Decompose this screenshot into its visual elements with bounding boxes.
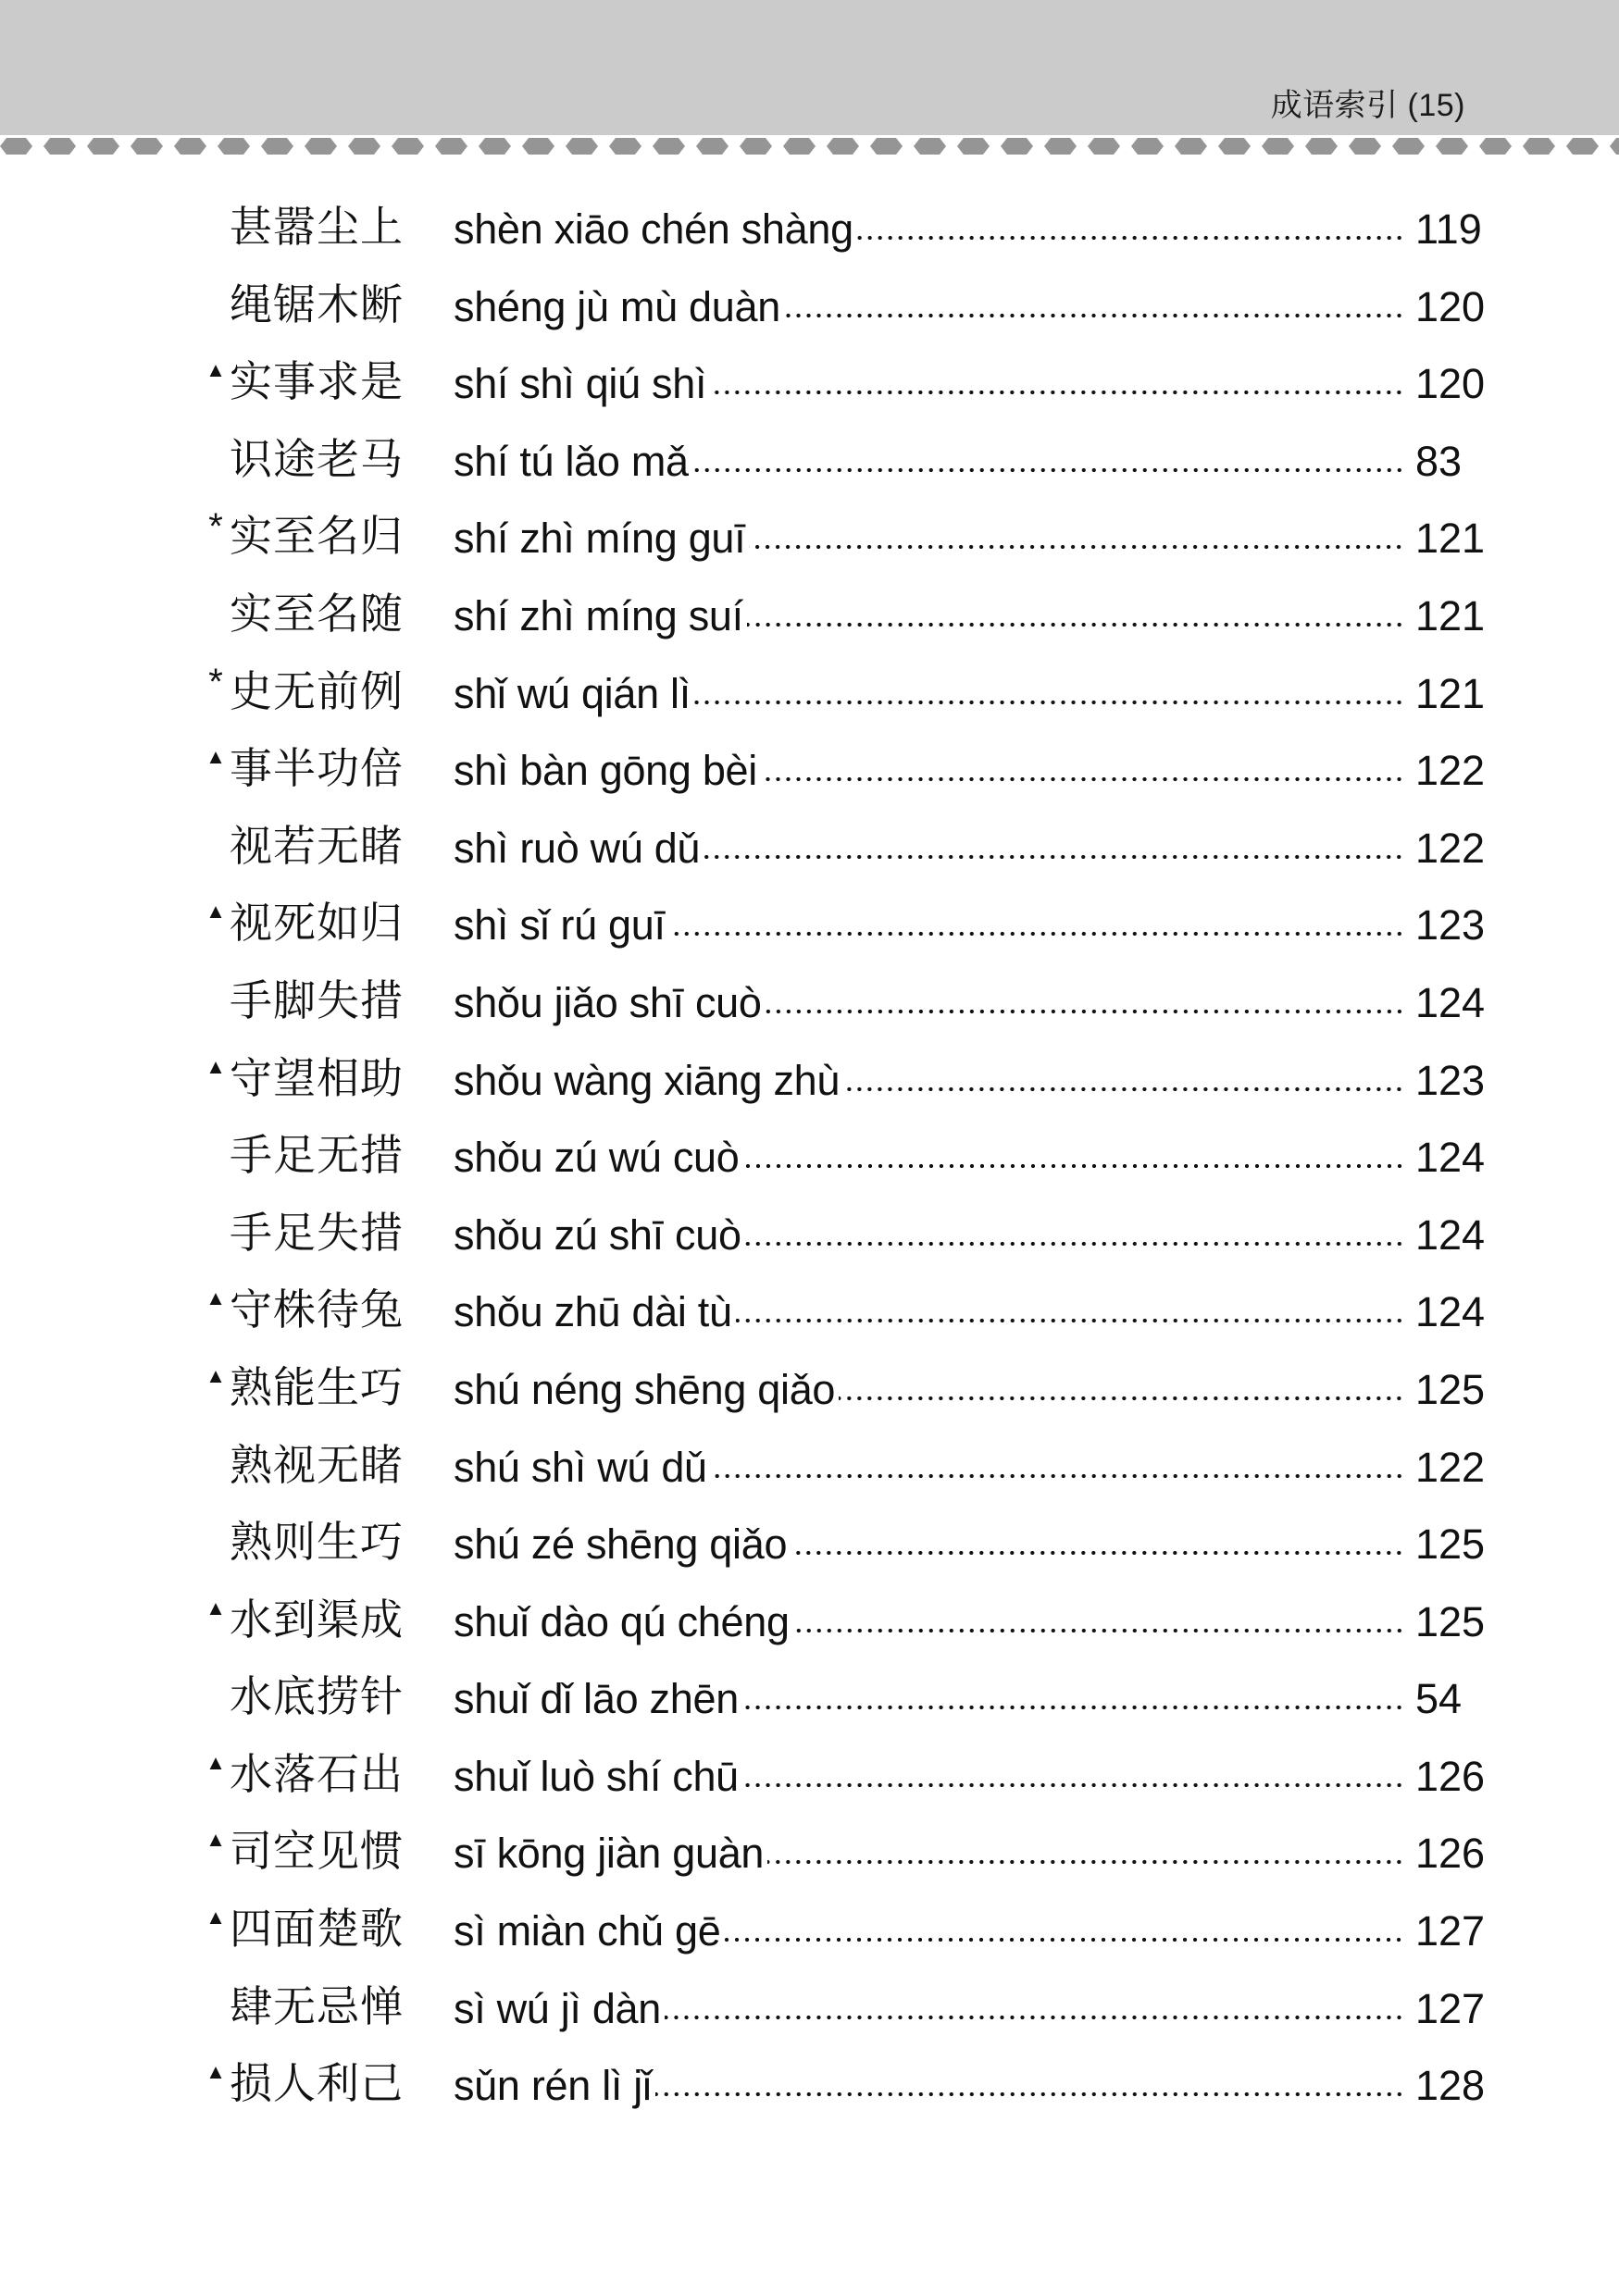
dot-leader bbox=[692, 464, 1404, 477]
dot-leader bbox=[694, 696, 1404, 709]
entry-leader-row bbox=[454, 1983, 1488, 2035]
entry-leader-row bbox=[454, 204, 1488, 255]
pinyin-text: sǔn rén lì jǐ bbox=[454, 2060, 655, 2112]
idiom-text: 事半功倍 bbox=[230, 743, 404, 794]
entry-marker bbox=[202, 436, 230, 464]
pinyin-text: shí shì qiú shì bbox=[454, 358, 710, 410]
index-entry bbox=[0, 1893, 1619, 1970]
entry-leader-row bbox=[454, 1442, 1488, 1494]
idiom-text: 水到渠成 bbox=[230, 1594, 404, 1644]
pinyin-text: shuǐ dǐ lāo zhēn bbox=[454, 1673, 742, 1725]
page-number: 125 bbox=[1415, 1597, 1486, 1645]
page-number: 126 bbox=[1415, 1830, 1486, 1878]
entry-leader-row bbox=[454, 1905, 1488, 1957]
dot-leader bbox=[761, 773, 1404, 786]
decorative-border-strip bbox=[0, 135, 1619, 157]
dot-leader bbox=[745, 1237, 1404, 1250]
page-number: 125 bbox=[1415, 1520, 1486, 1569]
entry-leader-row bbox=[454, 1055, 1488, 1107]
entry-leader-row bbox=[454, 590, 1488, 642]
pinyin-text: shì ruò wú dǔ bbox=[454, 823, 704, 875]
dot-leader bbox=[724, 1933, 1404, 1946]
page-number: 83 bbox=[1415, 437, 1463, 485]
triangle-marker-icon: ▲ bbox=[205, 1054, 226, 1078]
entry-leader-row bbox=[454, 1596, 1488, 1648]
entry-leader-row bbox=[454, 823, 1488, 875]
entry-marker bbox=[202, 204, 230, 231]
index-entry bbox=[0, 345, 1619, 423]
index-entry bbox=[0, 887, 1619, 964]
cross-pattern-icon bbox=[0, 135, 1619, 157]
triangle-marker-icon: ▲ bbox=[205, 358, 226, 382]
dot-leader bbox=[784, 309, 1404, 322]
idiom-index-list bbox=[0, 191, 1619, 2125]
idiom-text: 水落石出 bbox=[230, 1748, 404, 1799]
index-entry bbox=[0, 1738, 1619, 1816]
entry-leader-row bbox=[454, 1519, 1488, 1570]
page-number: 124 bbox=[1415, 1210, 1486, 1259]
triangle-marker-icon: ▲ bbox=[205, 1363, 226, 1387]
page-number: 54 bbox=[1415, 1675, 1463, 1723]
index-entry bbox=[0, 1119, 1619, 1197]
idiom-text: 守株待兔 bbox=[230, 1285, 404, 1335]
page-header-band bbox=[0, 0, 1619, 135]
entry-marker bbox=[202, 590, 230, 618]
entry-marker bbox=[202, 1519, 230, 1546]
pinyin-text: shú néng shēng qiǎo bbox=[454, 1364, 839, 1416]
pinyin-text: shì sǐ rú guī bbox=[454, 900, 669, 951]
triangle-marker-icon: ▲ bbox=[205, 2060, 226, 2084]
triangle-marker-icon: ▲ bbox=[205, 1828, 226, 1852]
idiom-text: 四面楚歌 bbox=[230, 1904, 404, 1955]
entry-marker bbox=[202, 977, 230, 1005]
index-entry bbox=[0, 1815, 1619, 1893]
pinyin-text: shǒu zhū dài tù bbox=[454, 1286, 736, 1338]
idiom-text: 实至名随 bbox=[230, 588, 404, 639]
page-number: 120 bbox=[1415, 282, 1486, 330]
idiom-text: 实事求是 bbox=[230, 356, 404, 407]
page-number: 123 bbox=[1415, 1056, 1486, 1104]
idiom-text: 识途老马 bbox=[230, 433, 404, 484]
index-entry bbox=[0, 577, 1619, 655]
idiom-text: 熟能生巧 bbox=[230, 1361, 404, 1412]
index-entry bbox=[0, 2047, 1619, 2125]
pinyin-text: shí tú lǎo mǎ bbox=[454, 436, 692, 488]
entry-leader-row bbox=[454, 977, 1488, 1029]
index-entry bbox=[0, 1583, 1619, 1661]
page-number: 121 bbox=[1415, 669, 1486, 717]
page-number: 120 bbox=[1415, 360, 1486, 408]
pinyin-text: sì miàn chǔ gē bbox=[454, 1905, 724, 1957]
page-number: 119 bbox=[1415, 205, 1482, 253]
entry-leader-row bbox=[454, 1210, 1488, 1261]
page-number: 122 bbox=[1415, 824, 1486, 872]
asterisk-marker-icon: * bbox=[208, 661, 223, 702]
entry-marker bbox=[202, 1983, 230, 2011]
page-number: 125 bbox=[1415, 1365, 1486, 1413]
triangle-marker-icon: ▲ bbox=[205, 745, 226, 769]
index-entry bbox=[0, 1351, 1619, 1429]
idiom-text: 视若无睹 bbox=[230, 820, 404, 871]
idiom-text: 手脚失措 bbox=[230, 974, 404, 1025]
pinyin-text: shí zhì míng suí bbox=[454, 590, 747, 642]
idiom-text: 史无前例 bbox=[230, 665, 404, 716]
dot-leader bbox=[655, 2088, 1404, 2101]
index-entry bbox=[0, 732, 1619, 810]
dot-leader bbox=[704, 850, 1404, 863]
index-entry bbox=[0, 268, 1619, 346]
page-number: 122 bbox=[1415, 1443, 1486, 1491]
triangle-marker-icon: ▲ bbox=[205, 1750, 226, 1774]
pinyin-text: shéng jù mù duàn bbox=[454, 281, 784, 333]
index-entry bbox=[0, 191, 1619, 268]
pinyin-text: sī kōng jiàn guàn bbox=[454, 1828, 767, 1880]
pinyin-text: shuǐ luò shí chū bbox=[454, 1751, 742, 1803]
page-number: 127 bbox=[1415, 1984, 1486, 2032]
pinyin-text: shí zhì míng guī bbox=[454, 513, 749, 565]
entry-leader-row bbox=[454, 1673, 1488, 1725]
page-number: 124 bbox=[1415, 1134, 1486, 1182]
dot-leader bbox=[669, 927, 1404, 940]
page-number: 126 bbox=[1415, 1752, 1486, 1800]
triangle-marker-icon: ▲ bbox=[205, 900, 226, 924]
triangle-marker-icon: ▲ bbox=[205, 1595, 226, 1620]
dot-leader bbox=[766, 1005, 1404, 1018]
asterisk-marker-icon: * bbox=[208, 506, 223, 548]
pinyin-text: shǒu jiǎo shī cuò bbox=[454, 977, 766, 1029]
dot-leader bbox=[857, 231, 1404, 244]
triangle-marker-icon: ▲ bbox=[205, 1286, 226, 1310]
idiom-text: 实至名归 bbox=[230, 511, 404, 562]
dot-leader bbox=[711, 1470, 1404, 1483]
entry-leader-row bbox=[454, 281, 1488, 333]
entry-leader-row bbox=[454, 436, 1488, 488]
idiom-text: 熟则生巧 bbox=[230, 1517, 404, 1568]
pinyin-text: shú shì wú dǔ bbox=[454, 1442, 711, 1494]
entry-marker bbox=[202, 281, 230, 309]
dot-leader bbox=[767, 1855, 1404, 1868]
page-number: 127 bbox=[1415, 1907, 1486, 1955]
entry-leader-row bbox=[454, 1828, 1488, 1880]
index-entry bbox=[0, 1273, 1619, 1351]
page-number: 121 bbox=[1415, 515, 1486, 563]
pinyin-text: shǒu wàng xiāng zhù bbox=[454, 1055, 843, 1107]
pinyin-text: shú zé shēng qiǎo bbox=[454, 1519, 791, 1570]
page-number: 128 bbox=[1415, 2062, 1486, 2110]
index-entry bbox=[0, 1660, 1619, 1738]
entry-leader-row bbox=[454, 900, 1488, 951]
idiom-text: 水底捞针 bbox=[230, 1671, 404, 1722]
index-entry bbox=[0, 1197, 1619, 1274]
entry-leader-row bbox=[454, 358, 1488, 410]
index-entry bbox=[0, 964, 1619, 1042]
dot-leader bbox=[736, 1314, 1404, 1327]
idiom-text: 守望相助 bbox=[230, 1052, 404, 1103]
pinyin-text: shèn xiāo chén shàng bbox=[454, 204, 857, 255]
pinyin-text: sì wú jì dàn bbox=[454, 1983, 665, 2035]
dot-leader bbox=[665, 2011, 1404, 2024]
entry-leader-row bbox=[454, 1132, 1488, 1184]
dot-leader bbox=[791, 1546, 1404, 1559]
triangle-marker-icon: ▲ bbox=[205, 1905, 226, 1930]
entry-leader-row bbox=[454, 1286, 1488, 1338]
entry-marker bbox=[202, 1132, 230, 1160]
index-entry bbox=[0, 655, 1619, 733]
entry-leader-row bbox=[454, 1751, 1488, 1803]
dot-leader bbox=[839, 1392, 1404, 1405]
entry-marker bbox=[202, 1673, 230, 1701]
pinyin-text: shǒu zú wú cuò bbox=[454, 1132, 743, 1184]
entry-marker bbox=[202, 823, 230, 850]
index-entry bbox=[0, 1042, 1619, 1120]
pinyin-text: shuǐ dào qú chéng bbox=[454, 1596, 793, 1648]
idiom-text: 损人利己 bbox=[230, 2058, 404, 2109]
entry-marker bbox=[202, 1210, 230, 1237]
index-entry bbox=[0, 1970, 1619, 2048]
index-entry bbox=[0, 500, 1619, 577]
entry-leader-row bbox=[454, 2060, 1488, 2112]
idiom-text: 视死如归 bbox=[230, 898, 404, 949]
dot-leader bbox=[749, 540, 1404, 553]
entry-leader-row bbox=[454, 745, 1488, 797]
entry-leader-row bbox=[454, 668, 1488, 720]
idiom-text: 肆无忌惮 bbox=[230, 1980, 404, 2031]
entry-marker bbox=[202, 1442, 230, 1470]
idiom-text: 熟视无睹 bbox=[230, 1439, 404, 1490]
index-entry bbox=[0, 1506, 1619, 1583]
pinyin-text: shǐ wú qián lì bbox=[454, 668, 694, 720]
entry-leader-row bbox=[454, 513, 1488, 565]
page-number: 122 bbox=[1415, 747, 1486, 795]
idiom-text: 手足失措 bbox=[230, 1207, 404, 1258]
idiom-text: 司空见惯 bbox=[230, 1826, 404, 1877]
page-number: 121 bbox=[1415, 591, 1486, 639]
dot-leader bbox=[743, 1160, 1405, 1173]
dot-leader bbox=[742, 1701, 1404, 1714]
page-number: 123 bbox=[1415, 901, 1486, 949]
page-number: 124 bbox=[1415, 978, 1486, 1026]
index-entry bbox=[0, 423, 1619, 501]
idiom-text: 甚嚣尘上 bbox=[230, 202, 404, 252]
page-number: 124 bbox=[1415, 1288, 1486, 1336]
index-entry bbox=[0, 810, 1619, 887]
entry-leader-row bbox=[454, 1364, 1488, 1416]
dot-leader bbox=[742, 1779, 1404, 1792]
dot-leader bbox=[747, 618, 1404, 631]
dot-leader bbox=[793, 1624, 1404, 1637]
idiom-text: 绳锯木断 bbox=[230, 279, 404, 329]
pinyin-text: shǒu zú shī cuò bbox=[454, 1210, 745, 1261]
index-entry bbox=[0, 1429, 1619, 1507]
pinyin-text: shì bàn gōng bèi bbox=[454, 745, 761, 797]
idiom-text: 手足无措 bbox=[230, 1130, 404, 1181]
dot-leader bbox=[710, 386, 1404, 399]
dot-leader bbox=[843, 1083, 1404, 1096]
page-title: 成语索引 (15) bbox=[1270, 88, 1465, 123]
